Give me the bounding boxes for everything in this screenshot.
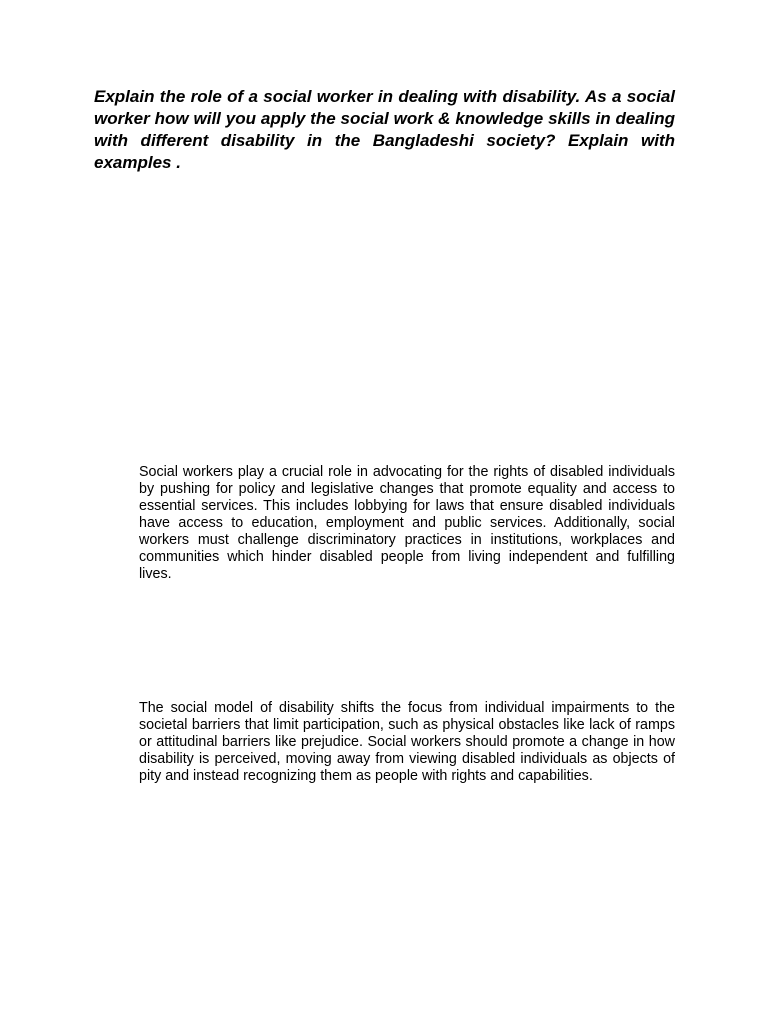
answer-paragraph-advocacy: Social workers play a crucial role in advocating for the rights of disabled individuals by pushing for policy and legislative changes that promote equality and access to essential services. This includes lobbying for laws that ensure disabled individuals have access to education, employment and public services. Additionally, social workers must challenge discriminatory practices in institutions, workplaces and communities which hinder disabled people from living independent and fulfilling lives. — [139, 464, 675, 582]
question-heading: Explain the role of a social worker in dealing with disability. As a social worker how will you apply the social work & knowledge skills in dealing with different disability in the Bangladeshi society? Explain with examples . — [94, 87, 675, 172]
answer-paragraph-social-model: The social model of disability shifts the focus from individual impairments to the societal barriers that limit participation, such as physical obstacles like lack of ramps or attitudinal barriers like prejudice. Social workers should promote a change in how disability is perceived, moving away from viewing disabled individuals as objects of pity and instead recognizing them as people with rights and capabilities. — [139, 700, 675, 784]
